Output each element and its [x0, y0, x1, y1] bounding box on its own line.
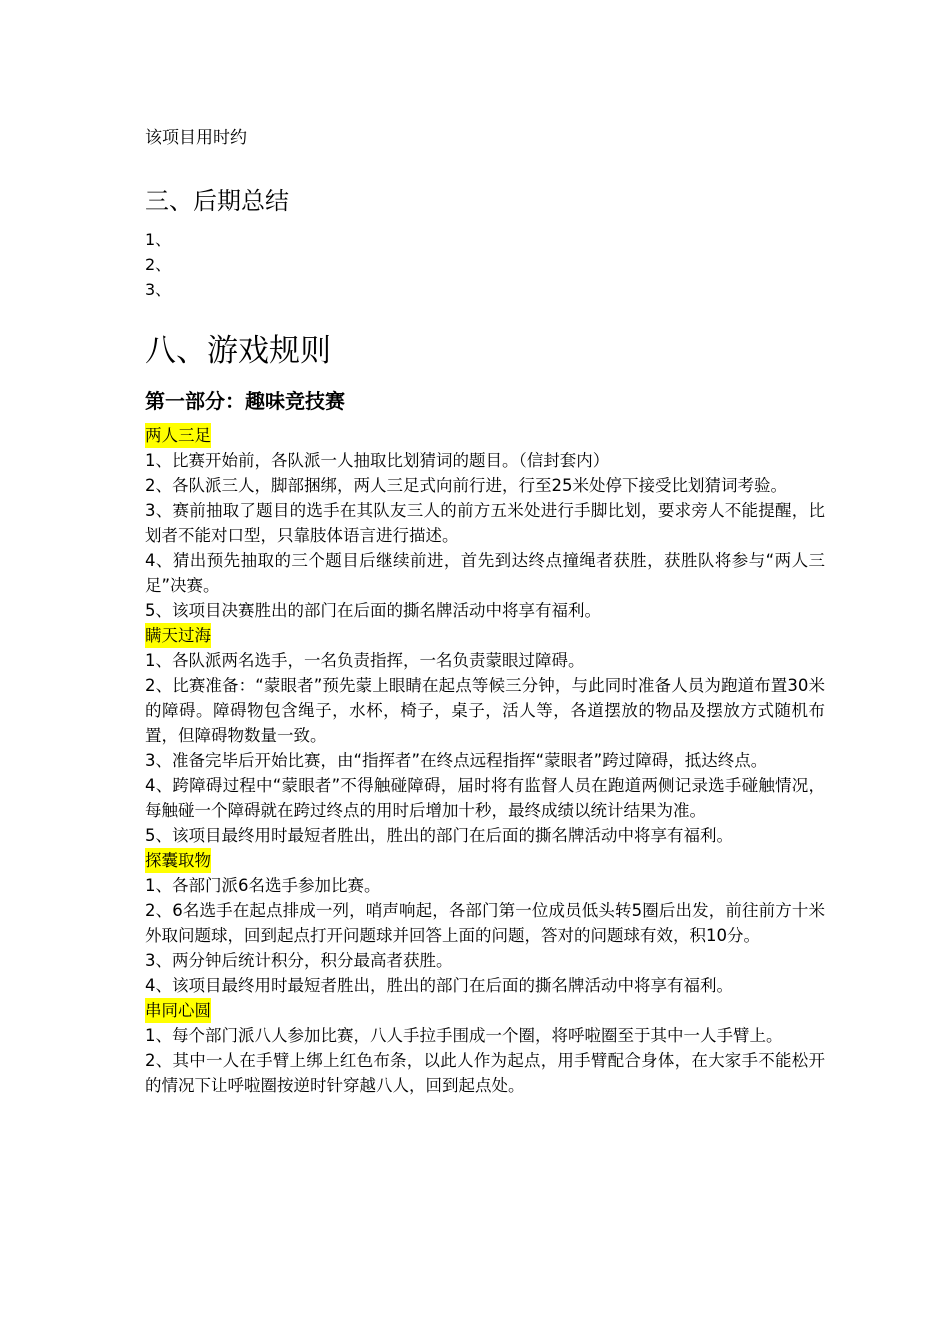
rule-item: 3、赛前抽取了题目的选手在其队友三人的前方五米处进行手脚比划，要求旁人不能提醒，比划者不能对口型，只靠肢体语言进行描述。 [145, 501, 825, 545]
rule-item: 2、6名选手在起点排成一列，哨声响起，各部门第一位成员低头转5圈后出发，前往前方十米外取问题球，回到起点打开问题球并回答上面的问题，答对的问题球有效，积10分。 [145, 901, 825, 945]
rule-item: 2、其中一人在手臂上绑上红色布条，以此人作为起点，用手臂配合身体，在大家手不能松开的情况下让呼啦圈按逆时针穿越八人，回到起点处。 [145, 1051, 825, 1095]
game-title-row [145, 848, 825, 873]
summary-item: 1、 [145, 230, 172, 249]
game-title: 串同心圆 [145, 998, 211, 1023]
rule-item: 4、跨障碍过程中“蒙眼者”不得触碰障碍，届时将有监督人员在跑道两侧记录选手碰触情况，每触碰一个障碍就在跨过终点的用时后增加十秒，最终成绩以统计结果为准。 [145, 776, 825, 820]
game-title: 探囊取物 [145, 848, 211, 873]
intro-text: 该项目用时约 [145, 128, 247, 148]
summary-list [145, 227, 171, 302]
summary-item: 3、 [145, 280, 172, 299]
rule-item: 4、猜出预先抽取的三个题目后继续前进，首先到达终点撞绳者获胜，获胜队将参与“两人三足”决赛。 [145, 551, 825, 595]
rule-item: 1、各部门派6名选手参加比赛。 [145, 876, 381, 895]
rule-item: 4、该项目最终用时最短者胜出，胜出的部门在后面的撕名牌活动中将享有福利。 [145, 976, 733, 995]
summary-item: 2、 [145, 255, 172, 274]
rule-item: 2、各队派三人，脚部捆绑，两人三足式向前行进，行至25米处停下接受比划猜词考验。 [145, 476, 787, 495]
game-title-row [145, 623, 825, 648]
rule-item: 2、比赛准备：“蒙眼者”预先蒙上眼睛在起点等候三分钟，与此同时准备人员为跑道布置30米的障碍。障碍物包含绳子，水杯，椅子，桌子，活人等，各道摆放的物品及摆放方式随机布置，但障碍物数量一致。 [145, 676, 825, 745]
game-title: 两人三足 [145, 423, 211, 448]
game-title: 瞒天过海 [145, 623, 211, 648]
rule-item: 5、该项目决赛胜出的部门在后面的撕名牌活动中将享有福利。 [145, 601, 601, 620]
rule-item: 1、各队派两名选手，一名负责指挥，一名负责蒙眼过障碍。 [145, 651, 585, 670]
rule-item: 1、每个部门派八人参加比赛，八人手拉手围成一个圈，将呼啦圈至于其中一人手臂上。 [145, 1026, 783, 1045]
rule-item: 3、两分钟后统计积分，积分最高者获胜。 [145, 951, 453, 970]
part-heading: 第一部分：趣味竞技赛 [145, 389, 345, 413]
games-section [145, 423, 825, 1098]
game-title-row [145, 998, 825, 1023]
rules-heading: 八、游戏规则 [145, 333, 331, 369]
rule-item: 1、比赛开始前，各队派一人抽取比划猜词的题目。（信封套内） [145, 451, 610, 470]
game-title-row [145, 423, 825, 448]
rule-item: 3、准备完毕后开始比赛，由“指挥者”在终点远程指挥“蒙眼者”跨过障碍，抵达终点。 [145, 751, 768, 770]
rule-item: 5、该项目最终用时最短者胜出，胜出的部门在后面的撕名牌活动中将享有福利。 [145, 826, 733, 845]
summary-heading: 三、后期总结 [145, 187, 289, 215]
